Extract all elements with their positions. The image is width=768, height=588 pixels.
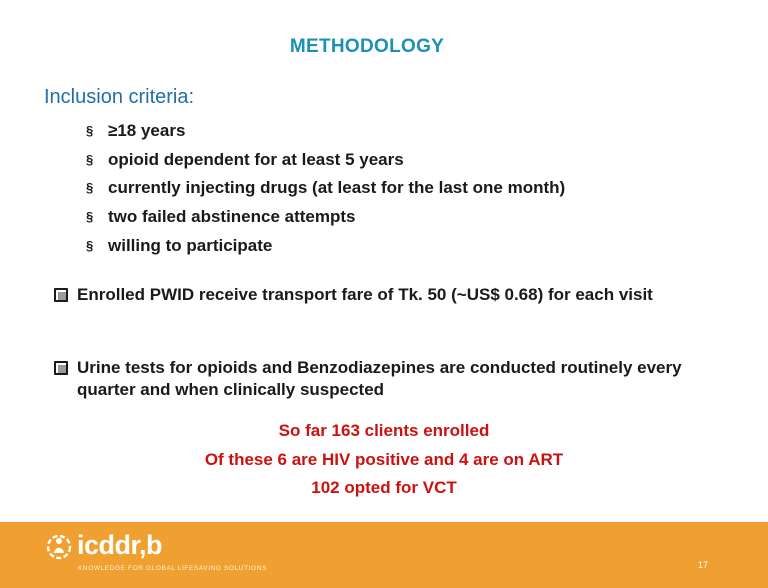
logo-mark-icon — [45, 532, 73, 560]
criteria-item: § two failed abstinence attempts — [86, 203, 565, 232]
page-number: 17 — [698, 560, 709, 570]
criteria-item: § opioid dependent for at least 5 years — [86, 146, 565, 175]
bullet-icon: § — [86, 123, 94, 138]
criteria-item: § ≥18 years — [86, 117, 565, 146]
point-transport-fare — [54, 284, 744, 306]
inclusion-criteria-heading: Inclusion criteria: — [44, 86, 195, 108]
logo-text: icddr,b — [77, 530, 163, 560]
bullet-icon: § — [86, 237, 94, 253]
bullet-icon: § — [86, 209, 94, 225]
point-text: Enrolled PWID receive transport fare of Tk. 50 (~US$ 0.68) for each visit — [77, 285, 653, 304]
point-text: Urine tests for opioids and Benzodiazepines are conducted routinely every quarter and when clinically suspected — [77, 358, 682, 399]
bullet-icon: § — [86, 180, 94, 196]
stat-line: Of these 6 are HIV positive and 4 are on ART — [204, 449, 564, 469]
slide-title: METHODOLOGY — [289, 36, 445, 57]
criteria-item: § currently injecting drugs (at least for the last one month) — [86, 174, 565, 203]
inclusion-criteria-list — [86, 117, 565, 261]
checkbox-bullet-icon — [54, 361, 68, 375]
stat-line: So far 163 clients enrolled — [278, 421, 490, 440]
point-urine-tests — [54, 357, 744, 401]
enrollment-stats — [0, 417, 768, 503]
stat-line: 102 opted for VCT — [311, 478, 457, 497]
criteria-item: § willing to participate — [86, 232, 565, 261]
checkbox-bullet-icon — [54, 288, 68, 302]
footer-tagline: KNOWLEDGE FOR GLOBAL LIFESAVING SOLUTIONS — [78, 565, 267, 572]
bullet-icon: § — [86, 151, 94, 167]
